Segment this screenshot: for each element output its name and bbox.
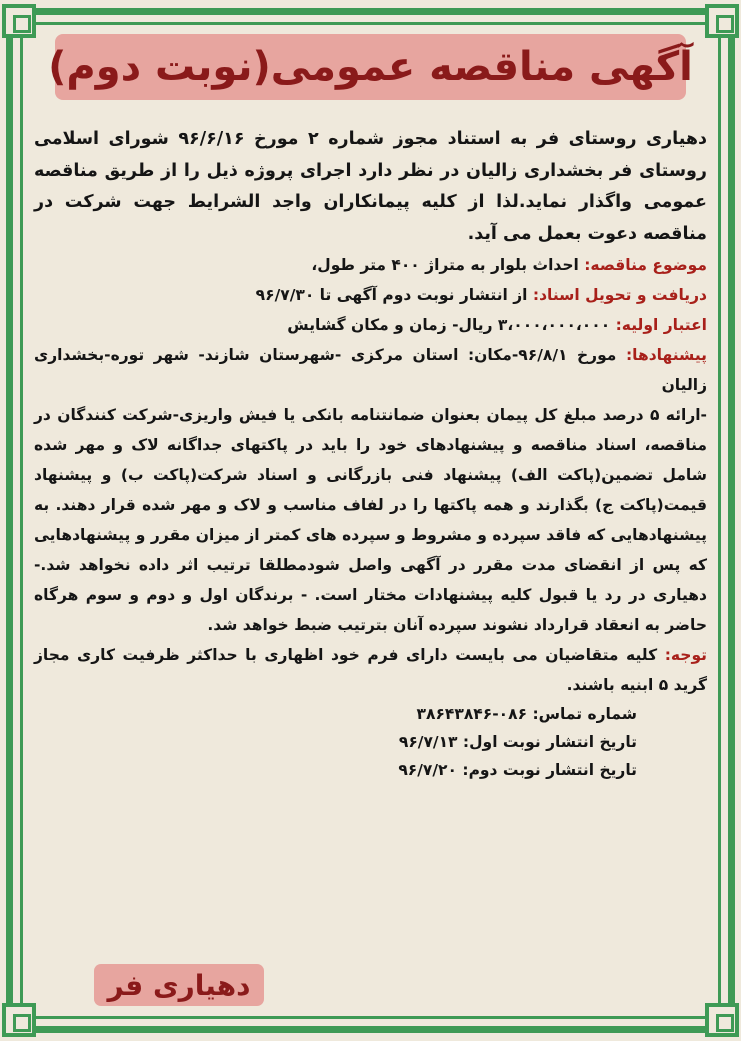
subject-line: [34, 250, 707, 280]
corner-ornament: [705, 4, 739, 38]
note-text: کلیه متقاضیان می بایست دارای فرم خود اظهاری با حداکثر ظرفیت کاری مجاز گرید ۵ ابنیه باشند.: [34, 646, 707, 694]
corner-ornament: [705, 1003, 739, 1037]
budget-label: اعتبار اولیه:: [615, 316, 707, 334]
bids-label: پیشنهادها:: [625, 346, 707, 364]
budget-value: ۳،۰۰۰،۰۰۰،۰۰۰ ریال- زمان و مکان گشایش: [287, 316, 611, 334]
note-paragraph: [34, 640, 707, 700]
notice-title: آگهی مناقصه عمومی(نوبت دوم): [48, 44, 693, 90]
title-banner: [48, 34, 693, 100]
documents-label: دریافت و تحویل اسناد:: [532, 286, 707, 304]
signature-text: دهیاری فر: [107, 968, 251, 1002]
note-label: توجه:: [664, 646, 707, 664]
first-publish-date: تاریخ انتشار نوبت اول: ۹۶/۷/۱۳: [398, 733, 637, 751]
corner-ornament: [2, 1003, 36, 1037]
contact-phone: شماره تماس: ۰۸۶-۳۸۶۴۳۸۴۶: [416, 705, 637, 723]
budget-line: [34, 310, 707, 340]
documents-value: از انتشار نوبت دوم آگهی تا ۹۶/۷/۳۰: [255, 286, 528, 304]
second-publish-date: تاریخ انتشار نوبت دوم: ۹۶/۷/۲۰: [398, 761, 637, 779]
documents-line: [34, 280, 707, 310]
bids-line: [34, 340, 707, 400]
intro-paragraph: دهیاری روستای فر به استناد مجوز شماره ۲ مورخ ۹۶/۶/۱۶ شورای اسلامی روستای فر بخشداری زالیان در نظر دارد اجرای پروژه ذیل را از طریق مناقصه عمومی واگذار نماید.لذا از کلیه پیمانکاران واجد الشرایط جهت شرکت در مناقصه دعوت بعمل می آید.: [34, 129, 707, 244]
signature-banner: [94, 964, 264, 1006]
subject-label: موضوع مناقصه:: [584, 256, 707, 274]
bids-value: مورخ ۹۶/۸/۱-مکان: استان مرکزی -شهرستان شازند- شهر توره-بخشداری زالیان: [34, 346, 707, 394]
conditions-paragraph: -ارائه ۵ درصد مبلغ کل پیمان بعنوان ضمانتنامه بانکی یا فیش واریزی-شرکت کنندگان در مناقصه، اسناد مناقصه و پیشنهادهای خود را باید در پاکتهای جداگانه لاک و مهر شده شامل تضمین(پاکت الف) پیشنهاد فنی بازرگانی و اسناد شرکت(پاکت ب) و پیشنهاد قیمت(پاکت ج) بگذارند و همه پاکتها را در لفاف مناسب و لاک و مهر شده قرار دهند. به پیشنهادهایی که فاقد سپرده و مشروط و سپرده های کمتر از میزان مقرر و پیشنهادهایی که پس از انقضای مدت مقرر در آگهی واصل شودمطلقا ترتیب اثر داده نخواهد شد.- دهیاری در رد یا قبول کلیه پیشنهادات مختار است. - برندگان اول و دوم و سوم هرگاه حاضر به انعقاد قرارداد نشوند سپرده آنان بترتیب ضبط خواهد شد.: [34, 406, 707, 634]
corner-ornament: [2, 4, 36, 38]
notice-body: [34, 124, 707, 784]
subject-value: احداث بلوار به متراژ ۴۰۰ متر طول،: [311, 256, 579, 274]
